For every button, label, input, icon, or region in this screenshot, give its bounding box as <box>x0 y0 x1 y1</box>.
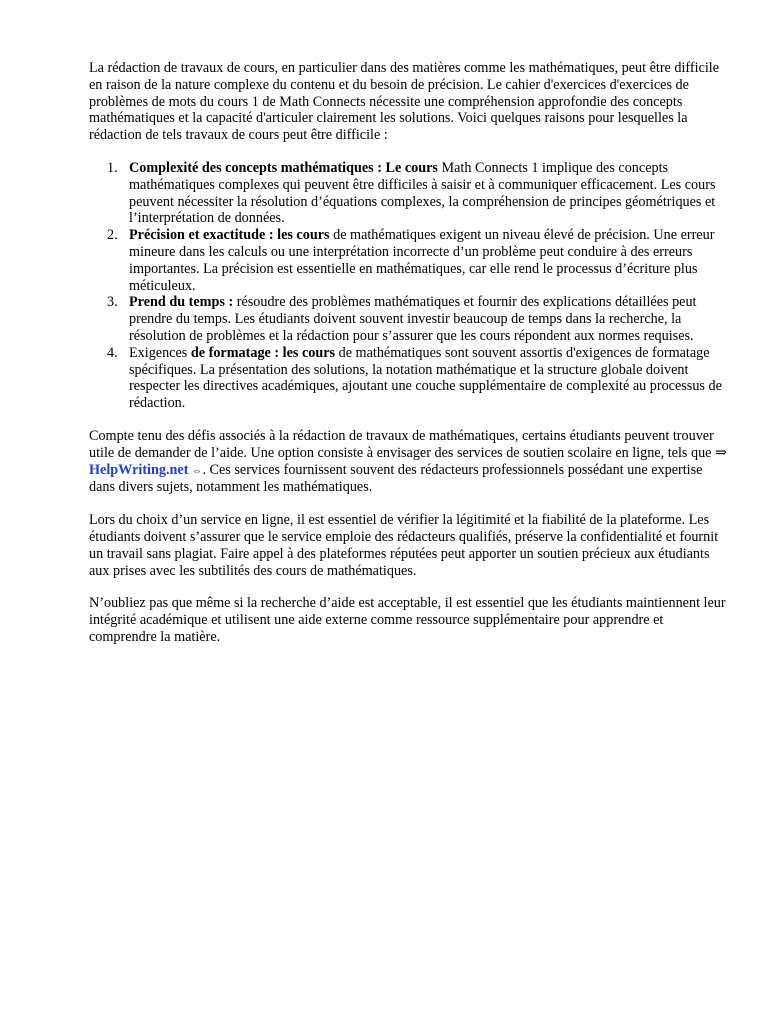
help-paragraph <box>89 428 729 496</box>
help-paragraph-text-after: . Ces services fournissent souvent des rédacteurs professionnels possédant une expertise dans divers sujets, notamment les mathématiques. <box>89 461 703 496</box>
list-item-text: de mathématiques exigent un niveau élevé de précision. Une erreur mineure dans les calculs ou une interprétation incorrecte d’un problème peut conduire à des erreurs importantes. La précision est essentielle en mathématiques, car elle rend le processus d’écriture plus méticuleux. <box>129 227 715 294</box>
closing-paragraph: N’oubliez pas que même si la recherche d’aide est acceptable, il est essentiel que les étudiants maintiennent leur intégrité académique et utilisent une aide externe comme ressource supplémentaire pour apprendre et comprendre la matière. <box>89 595 726 645</box>
intro-paragraph: La rédaction de travaux de cours, en particulier dans des matières comme les mathématiques, peut être difficile en raison de la nature complexe du contenu et du besoin de précision. Le cahier d'exercices d'exercices de problèmes de mots du cours 1 de Math Connects nécessite une compréhension approfondie des concepts mathématiques et la capacité d'articuler clairement les solutions. Voici quelques raisons pour lesquelles la rédaction de tels travaux de cours peut être difficile : <box>89 60 720 144</box>
list-item-number: 2. <box>107 227 118 244</box>
choice-paragraph: Lors du choix d’un service en ligne, il est essentiel de vérifier la légitimité et la fiabilité de la plateforme. Les étudiants doivent s’assurer que le service emploie des rédacteurs qualifiés, préserve la confidentialité et fournit un travail sans plagiat. Faire appel à des plateformes réputées peut apporter un soutien précieux aux étudiants aux prises avec les subtilités des cours de mathématiques. <box>89 512 719 579</box>
list-item <box>89 345 729 412</box>
list-item <box>89 294 729 344</box>
list-item-text: de mathématiques sont souvent assortis d'exigences de formatage spécifiques. La présentation des solutions, la notation mathématique et la structure globale doivent respecter les directives académiques, ajoutant une couche supplémentaire de complexité au processus de rédaction. <box>129 344 722 412</box>
list-item-heading: de formatage : les cours <box>190 344 336 361</box>
list-item <box>89 227 729 294</box>
list-item-text: résoudre des problèmes mathématiques et fournir des explications détaillées peut prendre du temps. Les étudiants doivent souvent investir beaucoup de temps dans la recherche, la résolution de problèmes et la rédaction pour s’assurer que les cours répondent aux normes requises. <box>129 294 697 344</box>
list-item-lead: Exigences <box>129 344 191 361</box>
list-item-heading: Prend du temps : <box>129 294 234 311</box>
reasons-list <box>89 160 729 412</box>
external-link-icon[interactable]: ⇔ <box>191 464 203 477</box>
list-item-heading: Complexité des concepts mathématiques : Le cours <box>129 159 438 176</box>
list-item-heading: Précision et exactitude : les cours <box>129 227 330 244</box>
helpwriting-link[interactable]: HelpWriting.net <box>89 461 189 478</box>
document-page <box>89 60 729 662</box>
help-paragraph-text-before: Compte tenu des défis associés à la rédaction de travaux de mathématiques, certains étudiants peuvent trouver utile de demander de l’aide. Une option consiste à envisager des services de soutien scolaire en ligne, tels que ⇒ <box>89 427 727 461</box>
list-item-number: 1. <box>107 159 118 176</box>
list-item <box>89 160 729 227</box>
list-item-number: 4. <box>107 344 118 361</box>
list-item-text: Math Connects 1 implique des concepts mathématiques complexes qui peuvent être difficiles à saisir et à communiquer efficacement. Les cours peuvent nécessiter la résolution d’équations complexes, la compréhension de principes géométriques et l’interprétation de données. <box>129 159 716 227</box>
list-item-number: 3. <box>107 294 118 311</box>
